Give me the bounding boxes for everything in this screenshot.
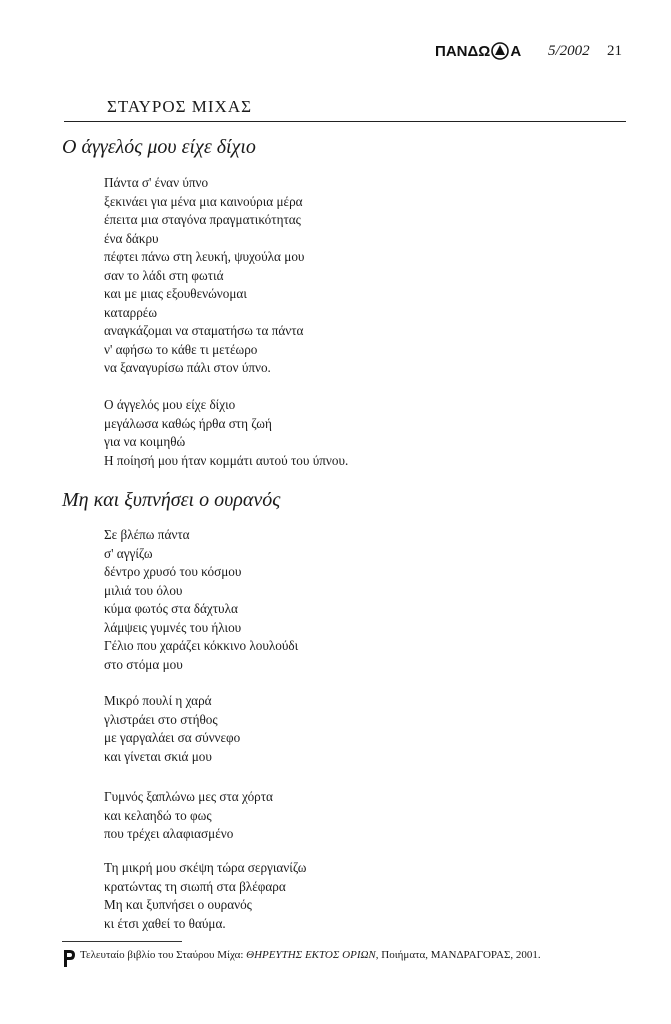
poem-line: και κελαηδώ το φως — [104, 807, 212, 823]
poem-line: κρατώντας τη σιωπή στα βλέφαρα — [104, 878, 286, 894]
issue-number: 5/2002 — [548, 43, 590, 59]
poem-stanza — [104, 396, 348, 470]
footnote-suffix: , Ποιήματα, ΜΑΝΔΡΑΓΟΡΑΣ, 2001. — [375, 949, 541, 961]
poem-line: Η ποίησή μου ήταν κομμάτι αυτού του ύπνου. — [104, 452, 349, 468]
poem-stanza — [104, 174, 304, 378]
poem-title: Ο άγγελός μου είχε δίχιο — [62, 136, 256, 158]
poem-line: καταρρέω — [104, 304, 158, 320]
poem-line: που τρέχει αλαφιασμένο — [104, 826, 234, 842]
poem-line: ξεκινάει για μένα μια καινούρια μέρα — [104, 193, 303, 209]
poem-line: για να κοιμηθώ — [104, 434, 186, 450]
poem-line: Πάντα σ' έναν ύπνο — [104, 175, 209, 190]
poem-stanza — [104, 788, 273, 844]
page-number: 21 — [607, 43, 622, 59]
poem-line: Ο άγγελός μου είχε δίχιο — [104, 397, 236, 412]
poem-line: και γίνεται σκιά μου — [104, 748, 212, 764]
magazine-emblem-icon — [491, 42, 509, 60]
footnote-marker-icon — [62, 948, 76, 968]
poem-line: έπειτα μια σταγόνα πραγματικότητας — [104, 212, 301, 228]
poem-line: με γαργαλάει σα σύννεφο — [104, 730, 241, 746]
poem-line: μιλιά του όλου — [104, 582, 183, 598]
poem-line: σαν το λάδι στη φωτιά — [104, 267, 224, 283]
poem-line: στο στόμα μου — [104, 656, 183, 672]
poem-line: ένα δάκρυ — [104, 230, 159, 246]
poem-stanza — [104, 859, 306, 933]
poem-line: και με μιας εξουθενώνομαι — [104, 286, 247, 302]
poem-line: πέφτει πάνω στη λευκή, ψυχούλα μου — [104, 249, 305, 265]
poem-line: Γέλιο που χαράζει κόκκινο λουλούδι — [104, 638, 299, 654]
poem-line: ν' αφήσω το κάθε τι μετέωρο — [104, 341, 258, 357]
poem-stanza — [104, 526, 298, 674]
poem-line: να ξαναγυρίσω πάλι στον ύπνο. — [104, 360, 271, 376]
magazine-name-right: Α — [510, 42, 522, 60]
footnote-prefix: Τελευταίο βιβλίο του Σταύρου Μίχα: — [80, 949, 247, 961]
poem-line: μεγάλωσα καθώς ήρθα στη ζωή — [104, 415, 272, 431]
poem-line: σ' αγγίζω — [104, 545, 153, 561]
header-rule — [64, 121, 626, 122]
poem-line: γλιστράει στο στήθος — [104, 711, 218, 727]
footnote-rule — [62, 941, 182, 942]
poem-line: δέντρο χρυσό του κόσμου — [104, 564, 242, 580]
footnote-book-title: ΘΗΡΕΥΤΗΣ ΕΚΤΟΣ ΟΡΙΩΝ — [246, 949, 376, 961]
poem-line: Μικρό πουλί η χαρά — [104, 693, 212, 708]
footnote — [80, 948, 590, 962]
poem-line: κύμα φωτός στα δάχτυλα — [104, 601, 238, 617]
poem-line: Γυμνός ξαπλώνω μες στα χόρτα — [104, 789, 273, 804]
author-name: ΣΤΑΥΡΟΣ ΜΙΧΑΣ — [107, 97, 252, 116]
poem-line: Τη μικρή μου σκέψη τώρα σεργιανίζω — [104, 860, 307, 875]
poem-line: λάμψεις γυμνές του ήλιου — [104, 619, 242, 635]
poem-line: κι έτσι χαθεί το θαύμα. — [104, 915, 226, 931]
poem-line: αναγκάζομαι να σταματήσω τα πάντα — [104, 323, 304, 339]
running-header — [435, 42, 635, 64]
poem-line: Σε βλέπω πάντα — [104, 527, 190, 542]
magazine-name-left: ΠΑΝΔΩ — [435, 42, 491, 60]
poem-title: Μη και ξυπνήσει ο ουρανός — [62, 489, 281, 511]
poem-stanza — [104, 692, 240, 766]
magazine-logo — [435, 42, 521, 60]
poem-line: Μη και ξυπνήσει ο ουρανός — [104, 897, 252, 913]
